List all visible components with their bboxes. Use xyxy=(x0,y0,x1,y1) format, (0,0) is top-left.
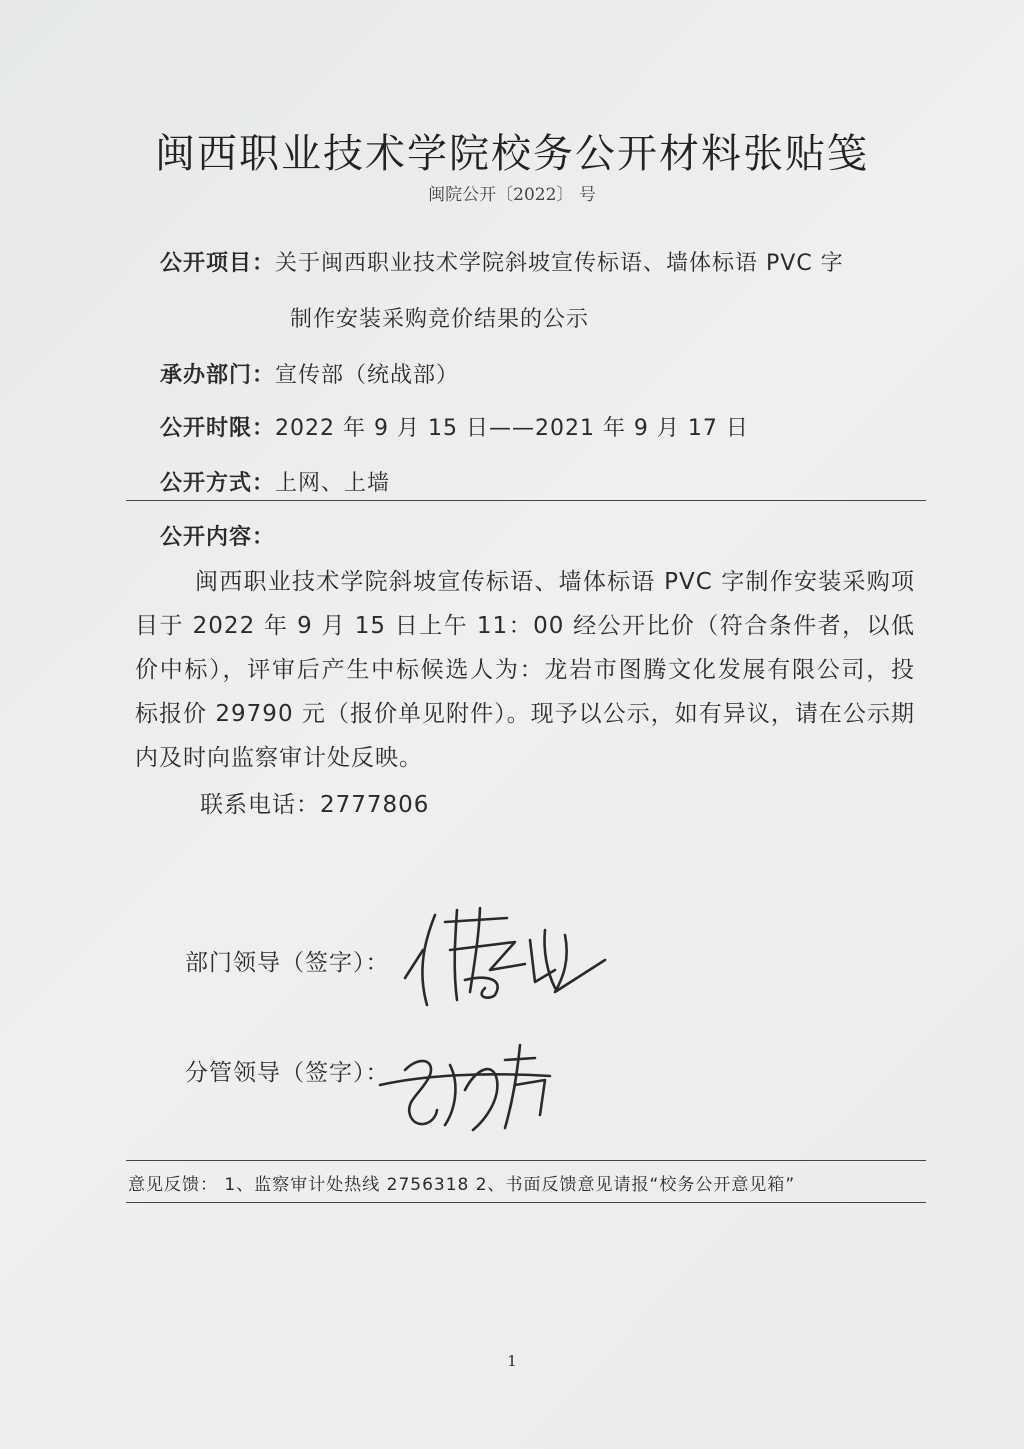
content-label: 公开内容： xyxy=(160,525,276,550)
dept-leader-signature xyxy=(395,900,615,1010)
page-number: 1 xyxy=(507,1352,517,1370)
period-row xyxy=(160,411,749,442)
dept-leader-sign-label: 部门领导（签字）： xyxy=(185,950,390,976)
feedback-line: 意见反馈： 1、监察审计处热线 2756318 2、书面反馈意见请报“校务公开意见箱” xyxy=(128,1175,796,1195)
period-label: 公开时限： xyxy=(160,416,276,441)
document-number: 闽院公开〔2022〕 号 xyxy=(428,185,596,205)
method-label: 公开方式： xyxy=(160,471,276,496)
document-title: 闽西职业技术学院校务公开材料张贴笺 xyxy=(155,131,869,177)
supervisor-signature xyxy=(375,1030,575,1140)
department-value: 宣传部（统战部） xyxy=(275,363,460,388)
contact-phone: 联系电话：2777806 xyxy=(200,792,430,818)
content-paragraph: 闽西职业技术学院斜坡宣传标语、墙体标语 PVC 字制作安装采购项目于 2022 年 9 月 15 日上午 11：00 经公开比价（符合条件者，以低价中标），评审后产生中标候选人为：龙岩市图腾文化发展有限公司，投标报价 29790 元（报价单见附件）。现予以公示，如有异议，请在公示期内及时向监察审计处反映。 xyxy=(135,569,915,771)
supervisor-sign-label: 分管领导（签字）： xyxy=(185,1060,390,1086)
header-divider xyxy=(126,500,926,501)
project-label: 公开项目： xyxy=(160,251,276,276)
department-label: 承办部门： xyxy=(160,363,276,388)
footer-divider-bottom xyxy=(126,1202,926,1203)
method-row xyxy=(160,466,390,497)
department-row xyxy=(160,358,459,389)
period-value: 2022 年 9 月 15 日——2021 年 9 月 17 日 xyxy=(275,416,749,441)
content-label-row xyxy=(160,520,275,551)
project-row xyxy=(160,246,844,277)
method-value: 上网、上墙 xyxy=(275,471,391,496)
project-value-line1: 关于闽西职业技术学院斜坡宣传标语、墙体标语 PVC 字 xyxy=(275,251,844,276)
project-value-line2: 制作安装采购竞价结果的公示 xyxy=(290,307,590,332)
footer-divider-top xyxy=(126,1160,926,1161)
